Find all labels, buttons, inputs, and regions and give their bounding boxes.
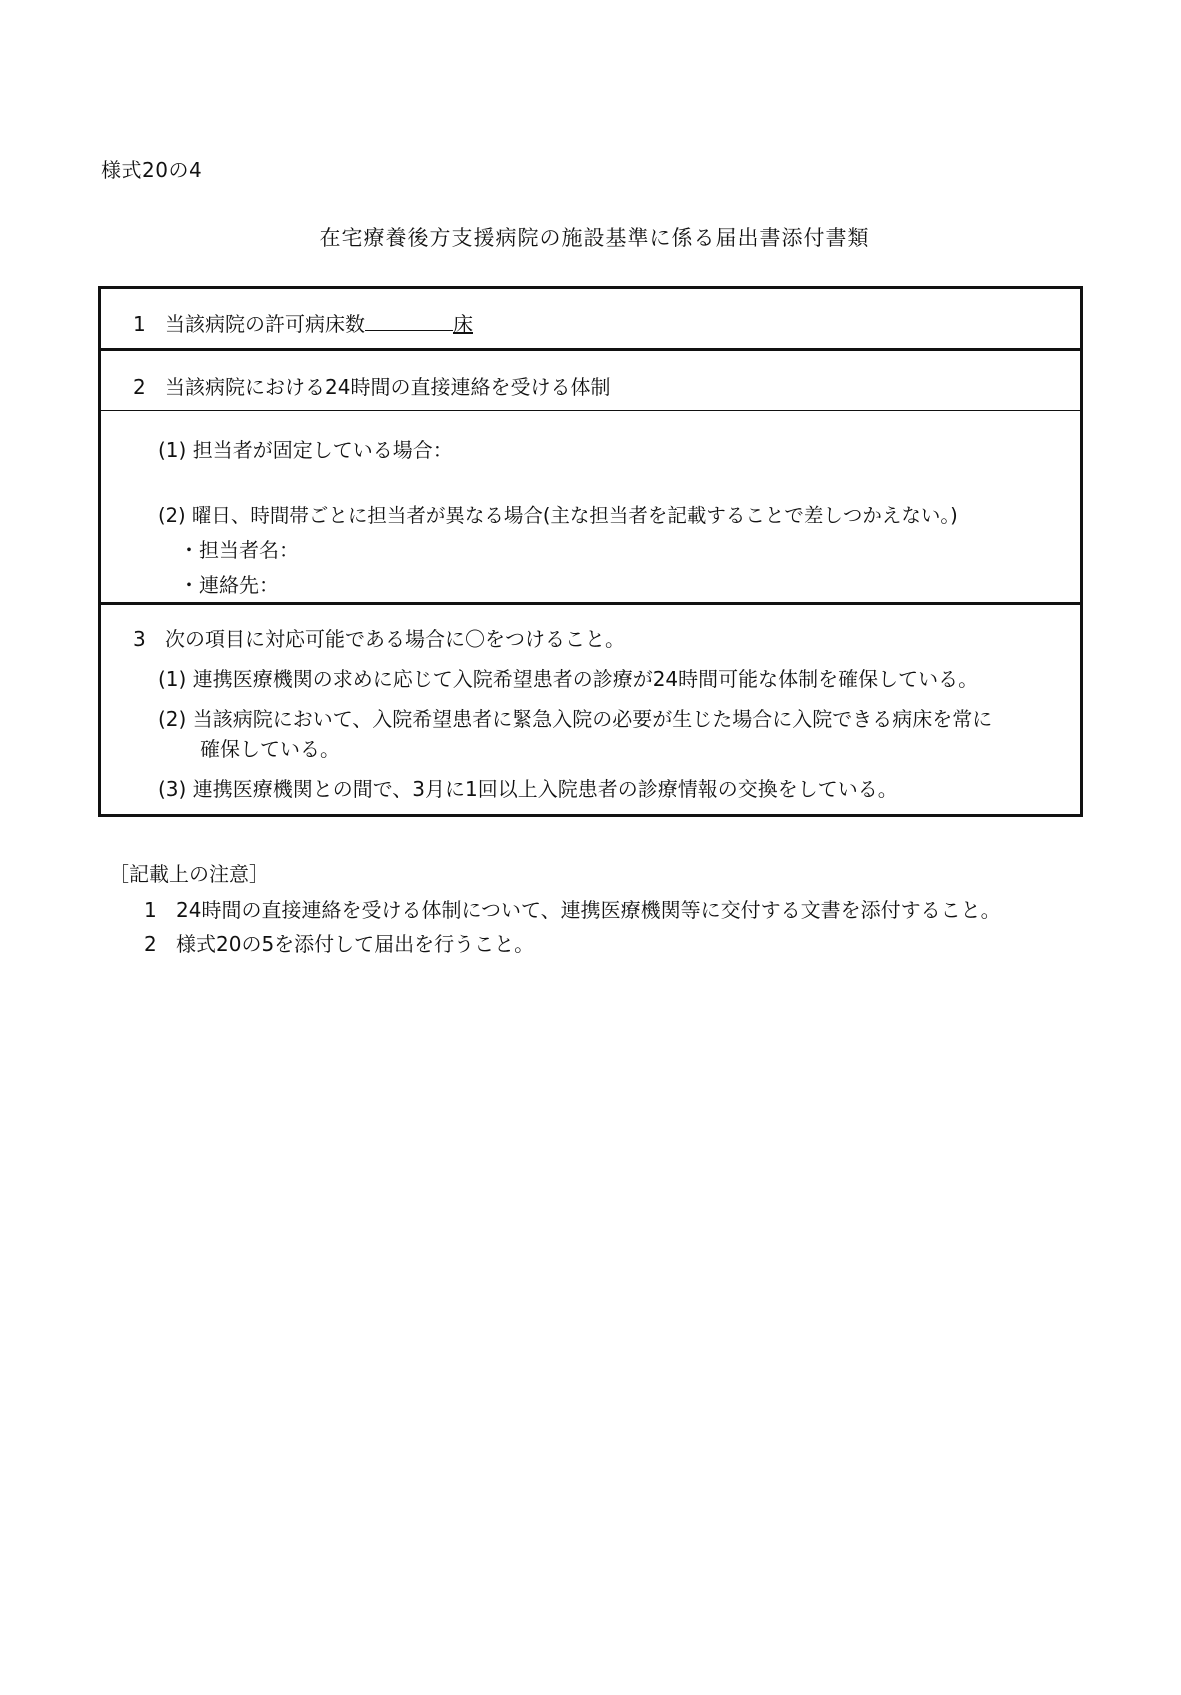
section-contact-system (101, 351, 1080, 605)
item-text: 当該病院において、入院希望患者に緊急入院の必要が生じた場合に入院できる病床を常に (192, 707, 993, 731)
section3-item-2 (158, 703, 992, 732)
item-text: 連携医療機関との間で、3月に1回以上入院患者の診療情報の交換をしている。 (192, 777, 898, 801)
section3-number: 3 (133, 627, 146, 651)
section2-number: 2 (133, 375, 146, 399)
section-bed-count (101, 289, 1080, 351)
item-marker: (2) (158, 504, 186, 527)
note-text: 24時間の直接連絡を受ける体制について、連携医療機関等に交付する文書を添付すること。 (176, 898, 1001, 922)
bed-unit: 床 (453, 312, 473, 336)
form-table (98, 286, 1083, 817)
document-title: 在宅療養後方支援病院の施設基準に係る届出書添付書類 (319, 226, 870, 250)
bed-count-field[interactable] (365, 312, 453, 331)
note-number: 1 (144, 898, 157, 922)
section1-line (133, 308, 473, 337)
contact-info-field[interactable]: ・連絡先： (179, 573, 279, 597)
section3-heading (133, 623, 625, 652)
section2-item-2 (158, 500, 958, 528)
section2-divider (101, 410, 1080, 411)
item-text: 担当者が固定している場合： (192, 438, 453, 462)
note-text: 様式20の5を添付して届出を行うこと。 (176, 932, 535, 956)
section3-item-1 (158, 663, 978, 692)
item-marker: (1) (158, 667, 187, 691)
section2-item-1 (158, 434, 453, 463)
item-text: 連携医療機関の求めに応じて入院希望患者の診療が24時間可能な体制を確保している。 (192, 667, 979, 691)
section2-label: 当該病院における24時間の直接連絡を受ける体制 (165, 375, 611, 399)
section-capabilities (101, 605, 1080, 814)
section1-label: 当該病院の許可病床数 (165, 312, 365, 336)
section3-label: 次の項目に対応可能である場合に〇をつけること。 (165, 627, 625, 651)
contact-person-field[interactable]: ・担当者名： (179, 538, 299, 562)
form-code: 様式20の4 (101, 158, 203, 182)
section1-number: 1 (133, 312, 146, 336)
item-marker: (3) (158, 777, 187, 801)
notes-heading: ［記載上の注意］ (109, 862, 269, 886)
note-item-1 (144, 894, 1001, 923)
item-marker: (2) (158, 707, 187, 731)
item-marker: (1) (158, 438, 187, 462)
note-item-2 (144, 928, 534, 957)
section2-heading (133, 371, 610, 400)
item-text: 曜日、時間帯ごとに担当者が異なる場合(主な担当者を記載することで差しつかえない。) (191, 504, 958, 527)
section3-item-3 (158, 773, 898, 802)
note-number: 2 (144, 932, 157, 956)
section3-item-2-continuation: 確保している。 (200, 737, 340, 761)
